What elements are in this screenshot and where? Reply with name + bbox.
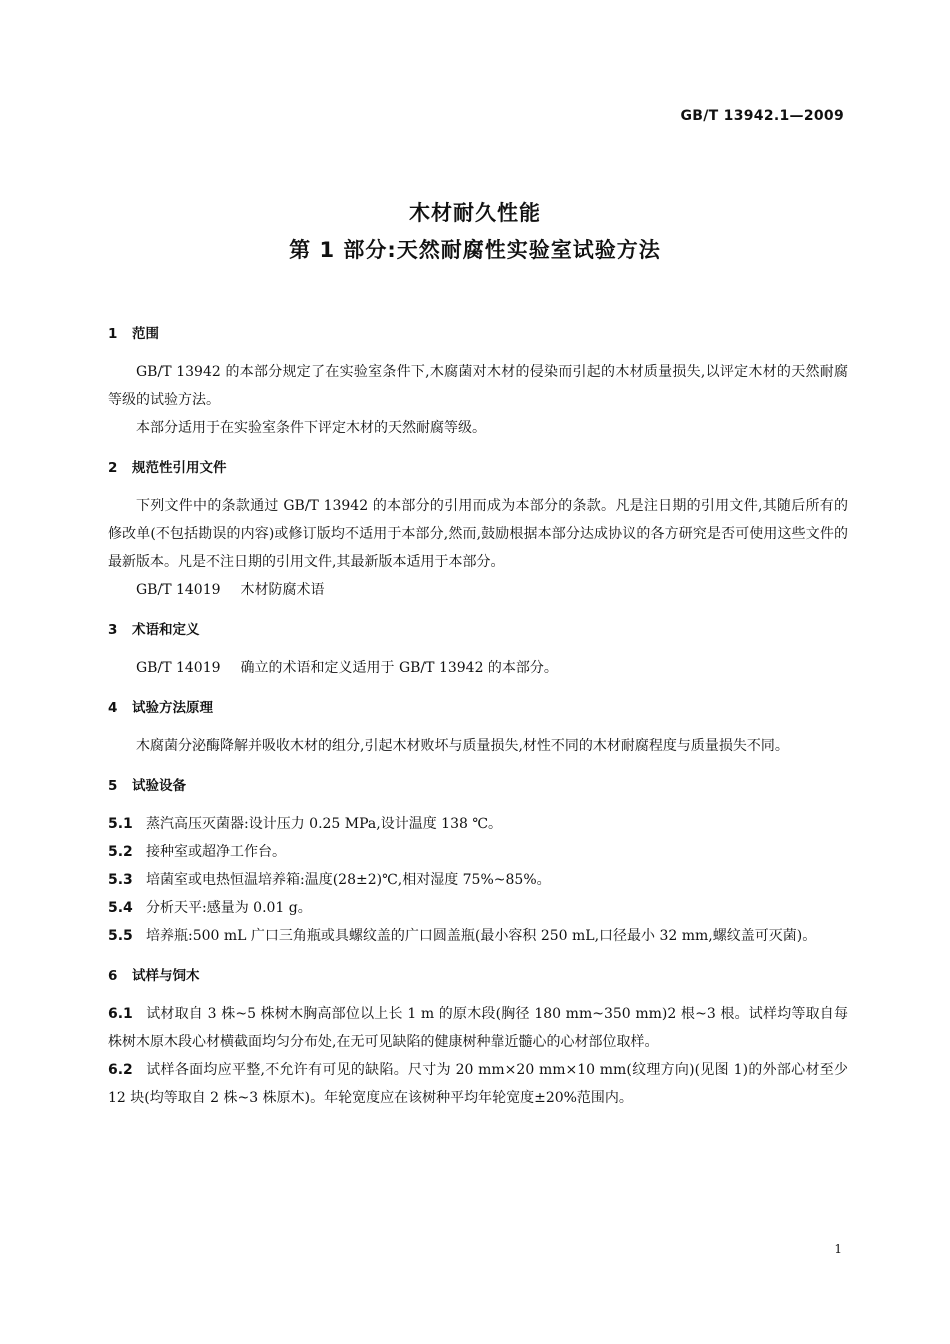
document-title: 木材耐久性能 <box>409 201 541 225</box>
section-title: 试验方法原理 <box>132 700 213 716</box>
section-title: 术语和定义 <box>132 622 200 638</box>
reference-title: 木材防腐术语 <box>240 582 325 598</box>
equipment-list <box>108 810 848 950</box>
paragraph: GB/T 13942 的本部分规定了在实验室条件下,木腐菌对木材的侵染而引起的木材质量损失,以评定木材的天然耐腐等级的试验方法。 <box>108 364 848 408</box>
document-subtitle: 第 1 部分:天然耐腐性实验室试验方法 <box>289 238 661 262</box>
reference-code: GB/T 14019 <box>136 582 221 598</box>
reference-entry <box>108 576 848 604</box>
section-number: 3 <box>108 622 118 638</box>
clause-text: 试样各面均应平整,不允许有可见的缺陷。尺寸为 20 mm×20 mm×10 mm(纹理方向)(见图 1)的外部心材至少 12 块(均等取自 2 株~3 株原木)。年轮宽度应在该树种平均年轮宽度±20%范围内。 <box>108 1062 848 1106</box>
paragraph: 下列文件中的条款通过 GB/T 13942 的本部分的引用而成为本部分的条款。凡是注日期的引用文件,其随后所有的修改单(不包括勘误的内容)或修订版均不适用于本部分,然而,鼓励根据本部分达成协议的各方研究是否可使用这些文件的最新版本。凡是不注日期的引用文件,其最新版本适用于本部分。 <box>108 498 848 570</box>
clause-text: 分析天平:感量为 0.01 g。 <box>146 900 312 916</box>
page-number: 1 <box>834 1242 842 1256</box>
section-number: 6 <box>108 968 118 984</box>
clause-number: 5.1 <box>108 816 133 832</box>
clause-text: 培养瓶:500 mL 广口三角瓶或具螺纹盖的广口圆盖瓶(最小容积 250 mL,口径最小 32 mm,螺纹盖可灭菌)。 <box>146 928 817 944</box>
paragraph: 本部分适用于在实验室条件下评定木材的天然耐腐等级。 <box>136 420 486 436</box>
clause-number: 5.5 <box>108 928 133 944</box>
clause-text: 接种室或超净工作台。 <box>146 844 286 860</box>
clause-text: 蒸汽高压灭菌器:设计压力 0.25 MPa,设计温度 138 ℃。 <box>146 816 502 832</box>
clause-number: 6.2 <box>108 1062 133 1078</box>
section-title: 试样与饲木 <box>132 968 200 984</box>
section-heading <box>108 772 848 800</box>
clause-number: 5.3 <box>108 872 133 888</box>
standard-code: GB/T 13942.1—2009 <box>680 108 844 124</box>
reference-text: 确立的术语和定义适用于 GB/T 13942 的本部分。 <box>240 660 558 676</box>
clause-item <box>108 1000 848 1056</box>
specimen-list <box>108 1000 848 1112</box>
section-number: 4 <box>108 700 118 716</box>
section-number: 1 <box>108 326 118 342</box>
section-title: 规范性引用文件 <box>132 460 227 476</box>
clause-number: 6.1 <box>108 1006 133 1022</box>
section-title: 范围 <box>132 326 159 342</box>
clause-item <box>108 810 848 838</box>
document-body <box>108 320 848 1112</box>
section-heading <box>108 694 848 722</box>
clause-item <box>108 838 848 866</box>
clause-item <box>108 922 848 950</box>
clause-number: 5.2 <box>108 844 133 860</box>
section-heading <box>108 454 848 482</box>
section-title: 试验设备 <box>132 778 186 794</box>
paragraph <box>108 654 848 682</box>
reference-code: GB/T 14019 <box>136 660 221 676</box>
clause-item <box>108 1056 848 1112</box>
section-heading <box>108 616 848 644</box>
paragraph: 木腐菌分泌酶降解并吸收木材的组分,引起木材败坏与质量损失,材性不同的木材耐腐程度与质量损失不同。 <box>136 738 789 754</box>
clause-number: 5.4 <box>108 900 133 916</box>
section-number: 5 <box>108 778 118 794</box>
section-heading <box>108 320 848 348</box>
section-number: 2 <box>108 460 118 476</box>
clause-text: 培菌室或电热恒温培养箱:温度(28±2)℃,相对湿度 75%~85%。 <box>146 872 551 888</box>
clause-item <box>108 866 848 894</box>
clause-text: 试材取自 3 株~5 株树木胸高部位以上长 1 m 的原木段(胸径 180 mm~350 mm)2 根~3 根。试样均等取自每株树木原木段心材横截面均匀分布处,在无可见缺陷的健康树种靠近髓心的心材部位取样。 <box>108 1006 848 1050</box>
clause-item <box>108 894 848 922</box>
section-heading <box>108 962 848 990</box>
